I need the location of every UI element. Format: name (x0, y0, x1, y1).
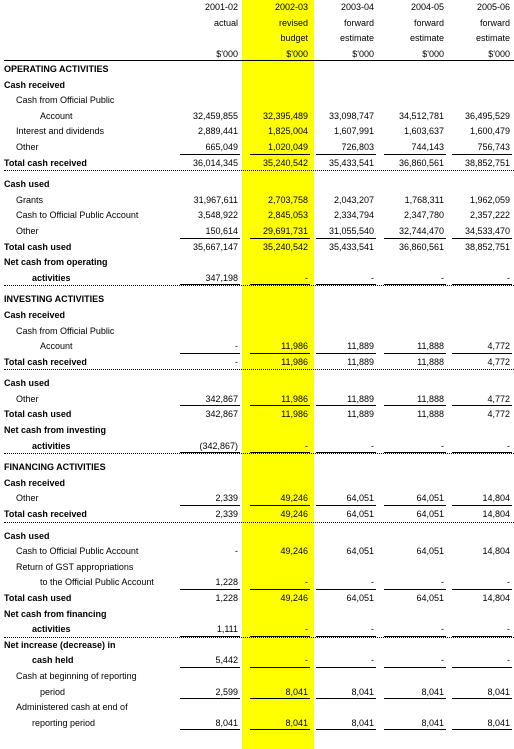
subheading-row (0, 376, 514, 392)
row-label: Return of GST appropriations (16, 561, 134, 572)
table-cell: 8,041 (421, 717, 444, 728)
table-row (0, 685, 514, 701)
table-cell: 8,041 (285, 686, 308, 697)
table-cell: 31,055,540 (328, 225, 374, 236)
subheading-row (0, 78, 514, 94)
table-row (0, 622, 514, 638)
row-label: reporting period (32, 717, 96, 728)
table-cell: 32,459,855 (192, 110, 238, 121)
table-cell: 49,246 (280, 546, 308, 557)
table-cell: 11,889 (347, 356, 374, 367)
column-type-header: actual (213, 17, 238, 28)
header-row-years (0, 0, 514, 16)
table-cell: 2,845,053 (267, 210, 308, 221)
table-cell: 1,768,311 (404, 194, 444, 205)
table-cell: 14,804 (482, 546, 510, 557)
row-label: to the Official Public Account (40, 577, 154, 588)
table-row (0, 339, 514, 355)
total-row (0, 240, 514, 256)
table-cell: 150,614 (205, 225, 238, 236)
column-subtype-header: estimate (475, 33, 510, 43)
total-row (0, 355, 514, 371)
table-cell: 11,986 (281, 356, 308, 367)
row-label: Interest and dividends (16, 126, 105, 137)
row-label: Total cash used (4, 409, 72, 420)
row-label: activities (32, 272, 71, 283)
year-header: 2001-02 (204, 2, 238, 12)
row-label: Total cash used (4, 593, 72, 603)
table-cell: 342,867 (205, 409, 238, 420)
table-cell: 2,339 (215, 509, 238, 520)
table-cell: 11,888 (417, 409, 444, 420)
table-cell: 8,041 (421, 686, 444, 697)
table-row (0, 439, 514, 455)
table-cell: - (371, 440, 374, 451)
table-cell: 34,512,781 (398, 110, 444, 121)
row-label: Account (40, 341, 73, 352)
table-row (0, 93, 514, 109)
table-row (0, 700, 514, 716)
table-cell: - (371, 624, 374, 635)
year-header: 2002-03 (274, 2, 308, 12)
table-cell: 1,228 (215, 577, 238, 588)
unit-header: $'000 (488, 48, 510, 59)
unit-header: $'000 (216, 48, 238, 59)
row-label: cash held (32, 655, 74, 666)
row-label: activities (32, 624, 71, 635)
table-cell: 8,041 (487, 717, 510, 728)
subheading-row (0, 607, 514, 623)
table-cell: 2,357,222 (469, 210, 510, 221)
header-row-subtype (0, 31, 514, 47)
table-cell: (342,867) (199, 440, 238, 451)
table-cell: 8,041 (351, 717, 374, 728)
table-cell: - (305, 624, 308, 635)
row-label: Cash from Official Public (16, 325, 115, 336)
table-row (0, 140, 514, 156)
year-header: 2005-06 (476, 2, 510, 12)
table-cell: 64,051 (346, 493, 374, 504)
table-cell: - (507, 655, 510, 666)
unit-header: $'000 (352, 48, 374, 59)
table-cell: 38,852,751 (464, 241, 510, 252)
table-cell: 1,600,479 (469, 126, 510, 137)
table-cell: - (371, 272, 374, 283)
table-cell: 11,986 (281, 393, 308, 404)
table-row (0, 669, 514, 685)
table-cell: 29,691,731 (262, 225, 308, 236)
table-cell: 1,603,637 (403, 126, 444, 137)
table-cell: - (441, 440, 444, 451)
table-row (0, 109, 514, 125)
table-row (0, 560, 514, 576)
table-cell: 14,804 (482, 493, 510, 504)
table-cell: 5,442 (215, 655, 238, 666)
table-cell: 1,825,004 (267, 126, 308, 137)
table-cell: 2,703,758 (267, 194, 308, 205)
table-cell: 35,433,541 (328, 241, 374, 252)
row-label: Account (40, 110, 73, 121)
total-row (0, 591, 514, 607)
table-cell: 2,889,441 (197, 126, 238, 137)
table-cell: 2,347,780 (403, 210, 444, 221)
table-cell: 8,041 (487, 686, 510, 697)
unit-header: $'000 (286, 48, 308, 59)
table-cell: 1,607,991 (333, 126, 374, 137)
table-cell: 11,888 (417, 341, 444, 352)
table-cell: - (507, 440, 510, 451)
subheading-row (0, 476, 514, 492)
subheading-row (0, 308, 514, 324)
row-label: Cash received (4, 477, 66, 488)
table-cell: 11,986 (281, 409, 308, 420)
subheading-row (0, 177, 514, 193)
subheading-row (0, 638, 514, 654)
table-cell: 36,495,529 (464, 110, 510, 121)
table-cell: 11,888 (417, 356, 444, 367)
table-cell: 32,395,489 (262, 110, 308, 121)
table-cell: 11,889 (347, 393, 374, 404)
row-label: Cash to Official Public Account (16, 546, 139, 557)
table-cell: - (441, 577, 444, 588)
column-subtype-header: budget (280, 33, 308, 43)
row-label: Total cash received (4, 356, 87, 367)
table-cell: 36,860,561 (398, 157, 444, 168)
row-label: Other (16, 493, 39, 504)
total-row (0, 507, 514, 523)
table-body (0, 62, 514, 731)
table-cell: 342,867 (205, 393, 238, 404)
column-type-header: forward (413, 17, 444, 28)
total-row (0, 407, 514, 423)
table-cell: 8,041 (285, 717, 308, 728)
table-cell: 35,240,542 (262, 241, 308, 252)
row-label: Net cash from operating (4, 257, 108, 268)
table-cell: 744,143 (411, 141, 444, 152)
subheading-row (0, 255, 514, 271)
column-subtype-header: estimate (409, 33, 444, 43)
table-cell: - (235, 356, 238, 367)
row-label: FINANCING ACTIVITIES (4, 462, 106, 473)
table-cell: 347,198 (205, 272, 238, 283)
section-heading-row (0, 292, 514, 308)
row-label: Total cash received (4, 509, 87, 520)
table-cell: - (371, 655, 374, 666)
table-cell: 49,246 (280, 593, 308, 603)
row-label: Cash received (4, 79, 66, 90)
table-cell: 2,043,207 (333, 194, 374, 205)
row-label: Total cash received (4, 157, 87, 168)
table-cell: - (507, 577, 510, 588)
row-label: Cash used (4, 530, 50, 541)
row-label: Cash to Official Public Account (16, 210, 139, 221)
table-row (0, 193, 514, 209)
table-cell: - (235, 546, 238, 557)
table-cell: 11,889 (347, 341, 374, 352)
column-type-header: forward (343, 17, 374, 28)
section-heading-row (0, 62, 514, 78)
table-cell: 1,020,049 (267, 141, 308, 152)
table-cell: 1,962,059 (469, 194, 510, 205)
table-cell: 35,240,542 (262, 157, 308, 168)
table-row (0, 208, 514, 224)
table-cell: 64,051 (346, 546, 374, 557)
table-cell: 35,667,147 (192, 241, 238, 252)
row-label: Total cash used (4, 241, 72, 252)
table-cell: 2,334,794 (333, 210, 374, 221)
table-cell: 64,051 (416, 546, 444, 557)
column-subtype-header: estimate (339, 33, 374, 43)
row-label: Administered cash at end of (16, 702, 128, 713)
header-row-units (0, 47, 514, 63)
row-label: Cash from Official Public (16, 95, 115, 106)
row-label: period (40, 686, 66, 697)
table-cell: 34,533,470 (464, 225, 510, 236)
table-row (0, 491, 514, 507)
table-cell: 64,051 (416, 593, 444, 603)
table-cell: 11,986 (281, 341, 308, 352)
table-cell: 64,051 (416, 509, 444, 520)
table-cell: - (305, 655, 308, 666)
table-cell: - (305, 272, 308, 283)
table-row (0, 324, 514, 340)
table-cell: - (235, 341, 238, 352)
row-label: INVESTING ACTIVITIES (4, 294, 105, 305)
table-row (0, 544, 514, 560)
row-label: OPERATING ACTIVITIES (4, 64, 109, 74)
row-label: Net increase (decrease) in (4, 639, 116, 650)
table-cell: 3,548,922 (197, 210, 238, 221)
unit-header: $'000 (422, 48, 444, 59)
table-cell: 1,228 (215, 593, 238, 603)
table-cell: - (441, 655, 444, 666)
table-cell: 32,744,470 (398, 225, 444, 236)
table-row (0, 575, 514, 591)
table-row (0, 653, 514, 669)
table-cell: 11,889 (347, 409, 374, 420)
table-cell: 8,041 (215, 717, 238, 728)
table-cell: 64,051 (416, 493, 444, 504)
table-cell: 726,803 (341, 141, 374, 152)
header-row-type (0, 16, 514, 32)
table-cell: 4,772 (487, 393, 510, 404)
row-label: Grants (16, 194, 44, 205)
table-cell: 2,599 (215, 686, 238, 697)
table-row (0, 124, 514, 140)
table-cell: 33,098,747 (328, 110, 374, 121)
year-header: 2003-04 (340, 2, 374, 12)
year-header: 2004-05 (410, 2, 444, 12)
table-cell: 756,743 (477, 141, 510, 152)
table-cell: 64,051 (346, 509, 374, 520)
table-cell: 665,049 (205, 141, 238, 152)
table-cell: 64,051 (346, 593, 374, 603)
row-label: Net cash from financing (4, 608, 107, 619)
row-label: activities (32, 440, 71, 451)
table-row (0, 716, 514, 732)
table-cell: 14,804 (482, 593, 510, 603)
row-label: Other (16, 393, 39, 404)
row-label: Cash used (4, 179, 50, 190)
subheading-row (0, 423, 514, 439)
row-label: Cash at beginning of reporting (16, 670, 137, 681)
table-cell: 38,852,751 (464, 157, 510, 168)
table-cell: 4,772 (487, 341, 510, 352)
table-cell: 14,804 (482, 509, 510, 520)
table-cell: 8,041 (351, 686, 374, 697)
column-type-header: revised (278, 17, 308, 28)
table-cell: - (441, 272, 444, 283)
table-cell: - (507, 624, 510, 635)
subheading-row (0, 529, 514, 545)
row-label: Other (16, 225, 39, 236)
table-cell: 2,339 (215, 493, 238, 504)
table-cell: 11,888 (417, 393, 444, 404)
table-cell: 1,111 (216, 624, 238, 635)
table-row (0, 224, 514, 240)
row-label: Cash received (4, 309, 66, 320)
table-cell: 36,014,345 (192, 157, 238, 168)
row-label: Other (16, 141, 39, 152)
table-cell: 4,772 (487, 356, 510, 367)
table-cell: 49,246 (280, 509, 308, 520)
column-type-header: forward (479, 17, 510, 28)
row-label: Net cash from investing (4, 425, 107, 436)
table-row (0, 271, 514, 287)
table-cell: 49,246 (280, 493, 308, 504)
table-cell: - (441, 624, 444, 635)
table-cell: - (507, 272, 510, 283)
table-cell: 35,433,541 (328, 157, 374, 168)
row-label: Cash used (4, 378, 50, 389)
table-cell: - (371, 577, 374, 588)
table-cell: - (305, 440, 308, 451)
table-cell: 31,967,611 (193, 194, 238, 205)
table-row (0, 392, 514, 408)
table-cell: 4,772 (487, 409, 510, 420)
total-row (0, 156, 514, 172)
table-cell: 36,860,561 (398, 241, 444, 252)
section-heading-row (0, 460, 514, 476)
table-cell: - (305, 577, 308, 588)
